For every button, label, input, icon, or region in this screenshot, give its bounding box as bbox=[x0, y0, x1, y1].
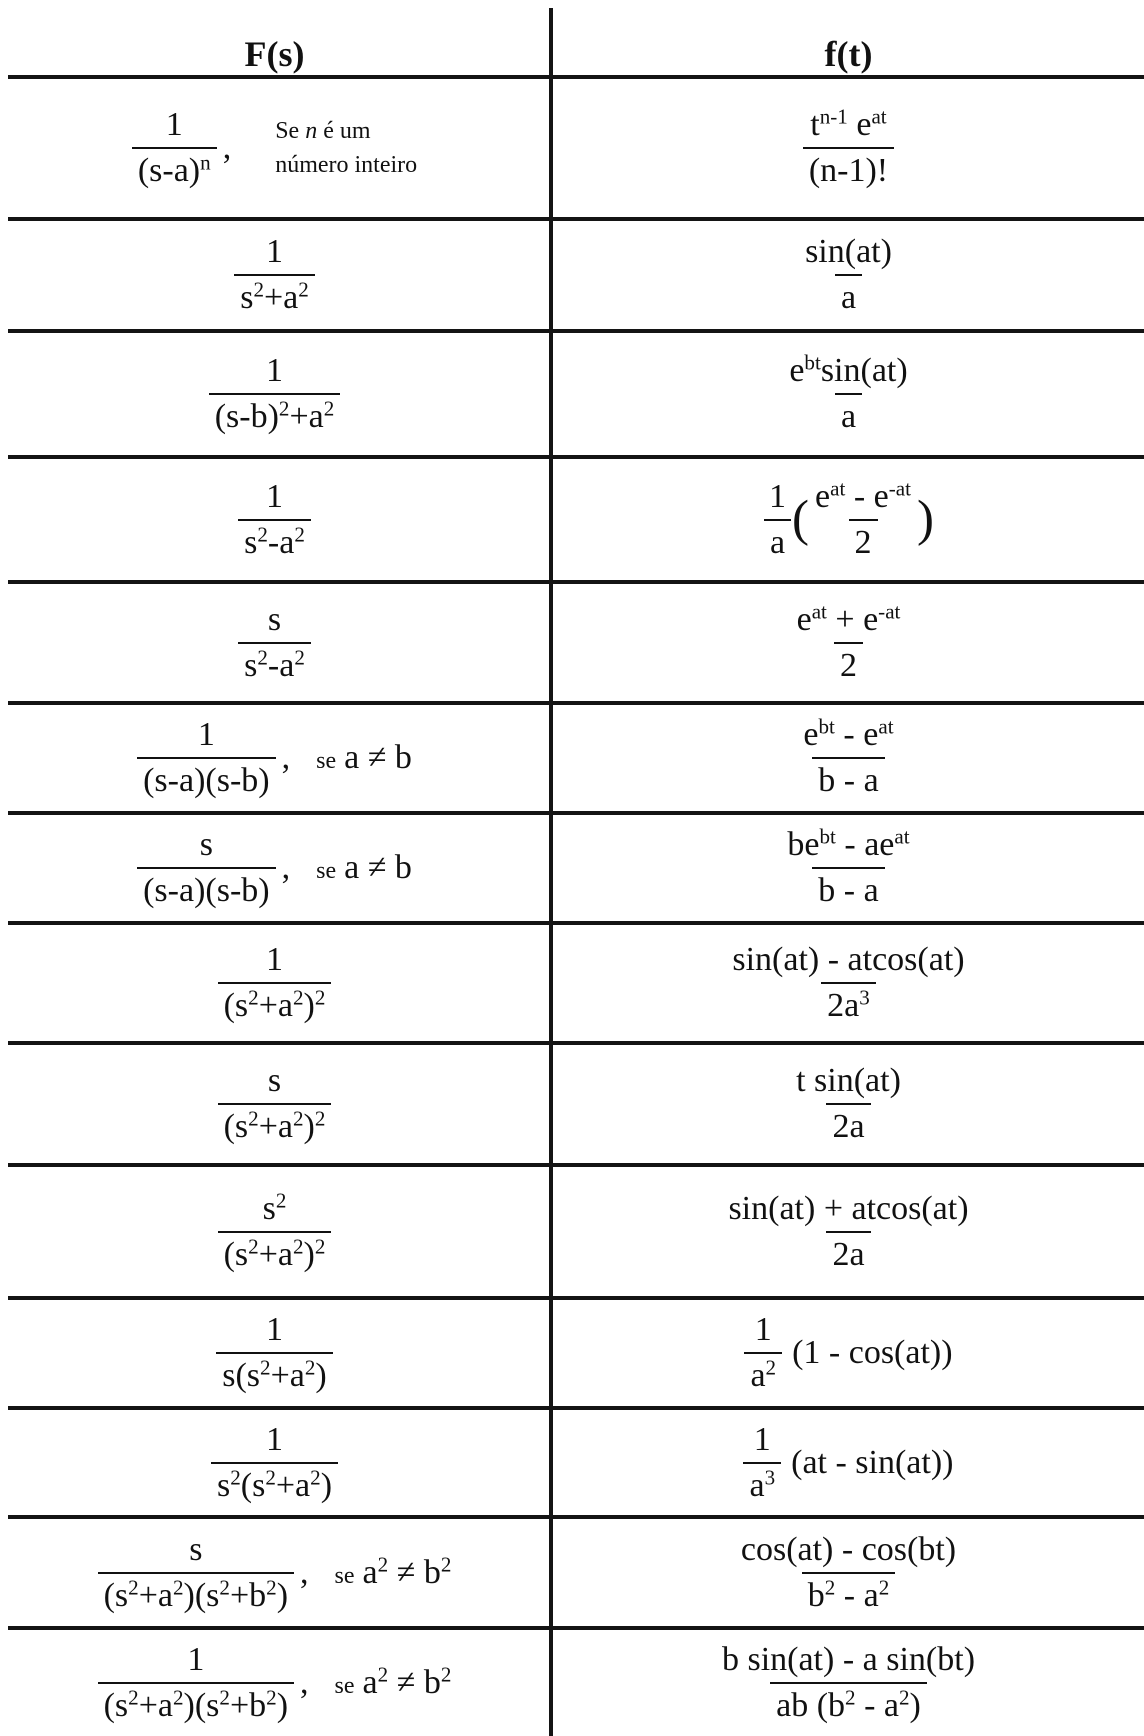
prefactor-fraction bbox=[763, 478, 792, 562]
fraction bbox=[234, 233, 315, 317]
den-text: (s bbox=[223, 987, 249, 1024]
exponent: 3 bbox=[859, 985, 870, 1010]
condition-text: a bbox=[362, 1553, 378, 1591]
numerator: t sin(at) bbox=[796, 1062, 901, 1099]
condition bbox=[335, 1664, 452, 1702]
exponent: 3 bbox=[764, 1464, 776, 1489]
numerator: b sin(at) - a sin(bt) bbox=[721, 1641, 976, 1678]
den-text: )(s bbox=[183, 1576, 220, 1614]
left-paren: ( bbox=[792, 491, 810, 547]
denominator bbox=[770, 1682, 927, 1725]
fraction bbox=[791, 598, 907, 685]
numerator: s bbox=[199, 826, 213, 863]
den-text: a bbox=[749, 1466, 765, 1504]
num-text: e bbox=[803, 716, 819, 753]
den-text: (s-a) bbox=[137, 152, 201, 189]
den-text: ) bbox=[909, 1687, 921, 1724]
denominator bbox=[238, 642, 311, 685]
numerator: 1 bbox=[769, 477, 787, 515]
exponent: 2 bbox=[294, 521, 305, 546]
den-text: +a bbox=[258, 1108, 293, 1145]
integer-note bbox=[275, 114, 417, 182]
exponent: at bbox=[811, 598, 827, 623]
row1-ft bbox=[553, 79, 1144, 217]
fraction bbox=[137, 826, 276, 910]
exponent: 2 bbox=[314, 1106, 326, 1131]
row2-ft bbox=[553, 221, 1144, 329]
denominator: 2a bbox=[826, 1103, 870, 1146]
den-text: -a bbox=[267, 523, 295, 561]
header-ft: f(t) bbox=[824, 34, 873, 74]
numerator: sin(at) + atcos(at) bbox=[728, 1189, 969, 1227]
numerator: 1 bbox=[265, 1311, 283, 1348]
den-text: +b bbox=[229, 1576, 267, 1614]
exponent: 2 bbox=[257, 521, 268, 546]
den-text: s bbox=[244, 646, 258, 684]
den-text: ) bbox=[315, 1357, 327, 1394]
fraction bbox=[132, 106, 217, 190]
numerator bbox=[781, 826, 915, 867]
fraction bbox=[209, 352, 341, 436]
denominator: a bbox=[764, 519, 791, 562]
exponent: n-1 bbox=[819, 104, 848, 129]
row6-Fs bbox=[0, 705, 549, 811]
exponent: 2 bbox=[878, 1574, 890, 1599]
exponent: 2 bbox=[248, 1106, 259, 1131]
den-text: +a bbox=[263, 279, 299, 316]
den-text: +b bbox=[229, 1687, 267, 1724]
den-text: +a bbox=[138, 1687, 173, 1724]
denominator: b - a bbox=[812, 757, 884, 800]
den-text: ab (b bbox=[776, 1687, 846, 1724]
exponent: n bbox=[200, 150, 211, 175]
den-text: (s bbox=[103, 1576, 129, 1614]
fraction bbox=[799, 233, 898, 317]
denominator: 2 bbox=[834, 642, 863, 685]
exponent: 2 bbox=[219, 1685, 230, 1710]
denominator: (n-1)! bbox=[803, 147, 894, 190]
exponent: at bbox=[894, 824, 910, 849]
exponent: 2 bbox=[440, 1662, 452, 1687]
numerator bbox=[783, 352, 913, 393]
denominator: (s-a)(s-b) bbox=[137, 867, 276, 910]
denominator bbox=[132, 147, 217, 190]
note-text: número inteiro bbox=[275, 152, 418, 178]
den-text: s(s bbox=[222, 1357, 261, 1394]
exponent: 2 bbox=[172, 1574, 184, 1599]
exponent: 2 bbox=[292, 1233, 304, 1258]
condition-text: a ≠ b bbox=[344, 849, 412, 886]
row6-ft bbox=[553, 705, 1144, 811]
num-text: e bbox=[789, 352, 805, 389]
den-text: (s bbox=[223, 1108, 249, 1145]
row13-ft bbox=[553, 1519, 1144, 1626]
exponent: bt bbox=[819, 824, 836, 849]
note-text: Se bbox=[275, 118, 306, 144]
exponent: 2 bbox=[292, 985, 304, 1010]
numerator: sin(at) - atcos(at) bbox=[732, 941, 965, 978]
exponent: 2 bbox=[845, 1685, 856, 1710]
exponent: 2 bbox=[377, 1551, 389, 1576]
den-text: (s bbox=[223, 1235, 249, 1273]
den-text: (s bbox=[240, 1466, 266, 1504]
fraction bbox=[809, 475, 917, 562]
den-text: a bbox=[750, 1357, 766, 1394]
den-text: ) bbox=[320, 1466, 333, 1504]
den-text: - a bbox=[855, 1687, 899, 1724]
row9-Fs bbox=[0, 1045, 549, 1163]
denominator bbox=[98, 1682, 294, 1725]
row13-Fs bbox=[0, 1519, 549, 1626]
row10-Fs bbox=[0, 1167, 549, 1296]
row12-ft bbox=[553, 1410, 1144, 1515]
denominator bbox=[211, 1462, 338, 1505]
note-text: é um bbox=[317, 118, 371, 144]
denominator bbox=[238, 519, 311, 562]
exponent: 2 bbox=[294, 644, 305, 669]
denominator bbox=[98, 1572, 294, 1615]
note-variable: n bbox=[305, 118, 318, 144]
denominator bbox=[234, 274, 315, 317]
exponent: 2 bbox=[298, 277, 309, 302]
fraction bbox=[137, 716, 276, 800]
fraction bbox=[216, 1311, 332, 1395]
den-text: s bbox=[240, 279, 254, 316]
fraction bbox=[726, 941, 970, 1025]
row11-ft bbox=[553, 1300, 1144, 1406]
denominator bbox=[821, 982, 876, 1025]
row11-Fs bbox=[0, 1300, 549, 1406]
denominator bbox=[216, 1352, 332, 1395]
row8-Fs bbox=[0, 925, 549, 1041]
den-text: +a bbox=[258, 987, 293, 1024]
fraction bbox=[218, 1187, 332, 1274]
exponent: 2 bbox=[292, 1106, 304, 1131]
numerator: 1 bbox=[266, 233, 283, 270]
fraction bbox=[781, 826, 915, 910]
fraction bbox=[98, 1531, 294, 1615]
numerator: s bbox=[267, 1062, 282, 1099]
condition-se: se bbox=[316, 858, 337, 884]
fraction bbox=[238, 601, 311, 685]
row12-Fs bbox=[0, 1410, 549, 1515]
num-text: be bbox=[787, 826, 820, 863]
den-text: ) bbox=[303, 1108, 315, 1145]
exponent: bt bbox=[818, 714, 835, 739]
fraction bbox=[803, 106, 894, 190]
numerator: 1 bbox=[266, 352, 283, 389]
exponent: 2 bbox=[257, 644, 268, 669]
fraction bbox=[783, 352, 913, 436]
comma: , bbox=[300, 1664, 309, 1701]
fraction bbox=[790, 1062, 907, 1146]
den-text: b bbox=[807, 1576, 825, 1614]
numerator: sin(at) bbox=[805, 233, 892, 270]
denominator: 2a bbox=[826, 1231, 870, 1274]
denominator bbox=[802, 1572, 896, 1615]
condition bbox=[316, 739, 412, 777]
fraction bbox=[797, 716, 899, 800]
fraction bbox=[238, 478, 311, 562]
fraction bbox=[716, 1641, 981, 1725]
row7-ft bbox=[553, 815, 1144, 921]
den-text: s bbox=[216, 1466, 231, 1504]
exponent: 2 bbox=[260, 1355, 271, 1380]
num-text: - e bbox=[834, 716, 879, 753]
den-text: +a bbox=[270, 1357, 305, 1394]
row3-ft bbox=[553, 333, 1144, 455]
fraction bbox=[211, 1421, 338, 1505]
condition-se: se bbox=[316, 748, 337, 774]
row14-Fs bbox=[0, 1630, 549, 1736]
row5-Fs bbox=[0, 584, 549, 701]
num-text: - e bbox=[845, 477, 889, 515]
exponent: 2 bbox=[265, 1464, 276, 1489]
condition-se: se bbox=[334, 1673, 355, 1699]
den-text: )(s bbox=[183, 1687, 220, 1724]
den-text: +a bbox=[258, 1235, 293, 1273]
den-text: s bbox=[244, 523, 258, 561]
exponent: 2 bbox=[310, 1464, 321, 1489]
exponent: 2 bbox=[765, 1355, 777, 1380]
exponent: 2 bbox=[314, 1233, 326, 1258]
comma: , bbox=[281, 849, 291, 886]
exponent: 2 bbox=[824, 1574, 836, 1599]
denominator bbox=[218, 1103, 332, 1146]
exponent: bt bbox=[804, 350, 821, 375]
comma: , bbox=[222, 129, 232, 166]
den-text: (s-b) bbox=[214, 398, 279, 435]
exponent: 2 bbox=[304, 1355, 316, 1380]
denominator bbox=[218, 1231, 332, 1274]
condition-text: a ≠ b bbox=[344, 739, 412, 776]
numerator: s bbox=[267, 600, 282, 638]
exponent: 2 bbox=[899, 1685, 910, 1710]
comma: , bbox=[300, 1553, 309, 1591]
exponent: -at bbox=[888, 475, 911, 500]
fraction bbox=[722, 1190, 974, 1274]
fraction bbox=[98, 1641, 294, 1725]
row1-Fs bbox=[0, 79, 549, 217]
row10-ft bbox=[553, 1167, 1144, 1296]
num-text: sin(at) bbox=[820, 352, 908, 389]
numerator bbox=[804, 106, 892, 147]
exponent: at bbox=[871, 104, 887, 129]
numerator: 1 bbox=[266, 1420, 283, 1458]
exponent: 2 bbox=[440, 1551, 452, 1576]
exponent: 2 bbox=[266, 1685, 277, 1710]
fraction bbox=[218, 941, 332, 1025]
denominator: a bbox=[835, 274, 862, 317]
numerator bbox=[797, 716, 899, 757]
num-text: + e bbox=[826, 600, 879, 638]
row9-ft bbox=[553, 1045, 1144, 1163]
num-text: - ae bbox=[835, 826, 895, 863]
prefactor-fraction bbox=[743, 1421, 781, 1505]
numerator: s bbox=[189, 1530, 203, 1568]
expression-rest: (1 - cos(at)) bbox=[792, 1334, 953, 1371]
num-text: e bbox=[815, 477, 831, 515]
numerator bbox=[257, 1187, 293, 1231]
den-text: +a bbox=[289, 398, 324, 435]
den-text: - a bbox=[835, 1576, 879, 1614]
numerator: 1 bbox=[754, 1311, 772, 1348]
exponent: 2 bbox=[172, 1685, 184, 1710]
row2-Fs bbox=[0, 221, 549, 329]
row4-Fs bbox=[0, 459, 549, 580]
numerator: 1 bbox=[187, 1641, 205, 1678]
exponent: -at bbox=[878, 598, 901, 623]
condition-text: a bbox=[362, 1664, 378, 1701]
row4-ft bbox=[553, 459, 1144, 580]
row14-ft bbox=[553, 1630, 1144, 1736]
denominator: 2 bbox=[849, 519, 878, 562]
condition bbox=[316, 849, 412, 887]
den-text: +a bbox=[275, 1466, 311, 1504]
num-text: t bbox=[810, 106, 820, 143]
exponent: 2 bbox=[253, 277, 264, 302]
numerator bbox=[809, 475, 917, 519]
den-text: ) bbox=[276, 1576, 289, 1614]
exponent: 2 bbox=[128, 1574, 139, 1599]
row8-ft bbox=[553, 925, 1144, 1041]
fraction bbox=[218, 1062, 332, 1146]
exponent: 2 bbox=[219, 1574, 230, 1599]
exponent: 2 bbox=[230, 1464, 241, 1489]
den-text: -a bbox=[267, 646, 295, 684]
exponent: 2 bbox=[278, 396, 290, 421]
exponent: 2 bbox=[248, 1233, 259, 1258]
row7-Fs bbox=[0, 815, 549, 921]
condition-text: ≠ b bbox=[388, 1664, 441, 1701]
fraction bbox=[735, 1531, 962, 1615]
num-text: e bbox=[796, 600, 812, 638]
exponent: 2 bbox=[314, 985, 326, 1010]
exponent: at bbox=[878, 714, 894, 739]
exponent: 2 bbox=[266, 1574, 277, 1599]
denominator: (s-a)(s-b) bbox=[137, 757, 276, 800]
den-text: 2a bbox=[827, 987, 860, 1024]
denominator: a bbox=[835, 393, 862, 436]
exponent: at bbox=[830, 475, 846, 500]
den-text: (s bbox=[103, 1687, 129, 1724]
header-Fs: F(s) bbox=[244, 34, 305, 74]
denominator bbox=[744, 1352, 782, 1395]
exponent: 2 bbox=[128, 1685, 139, 1710]
numerator: cos(at) - cos(bt) bbox=[740, 1530, 957, 1568]
right-paren: ) bbox=[916, 491, 934, 547]
num-text: s bbox=[262, 1189, 276, 1227]
exponent: 2 bbox=[323, 396, 335, 421]
numerator: 1 bbox=[165, 106, 183, 143]
condition bbox=[334, 1551, 452, 1592]
row5-ft bbox=[553, 584, 1144, 701]
denominator bbox=[218, 982, 332, 1025]
condition-text: ≠ b bbox=[388, 1553, 441, 1591]
den-text: +a bbox=[138, 1576, 173, 1614]
num-text: e bbox=[847, 106, 872, 143]
numerator bbox=[791, 598, 907, 642]
numerator: 1 bbox=[265, 941, 283, 978]
prefactor-fraction bbox=[744, 1311, 782, 1395]
condition-se: se bbox=[334, 1562, 355, 1589]
expression-rest: (at - sin(at)) bbox=[791, 1443, 954, 1481]
exponent: 2 bbox=[275, 1187, 287, 1212]
exponent: 2 bbox=[377, 1662, 389, 1687]
numerator: 1 bbox=[753, 1420, 771, 1458]
numerator: 1 bbox=[197, 716, 215, 753]
denominator: b - a bbox=[812, 867, 884, 910]
den-text: ) bbox=[276, 1687, 289, 1724]
den-text: ) bbox=[303, 1235, 315, 1273]
comma: , bbox=[281, 739, 291, 776]
row3-Fs bbox=[0, 333, 549, 455]
den-text: ) bbox=[303, 987, 315, 1024]
numerator: 1 bbox=[266, 477, 283, 515]
denominator bbox=[743, 1462, 781, 1505]
exponent: 2 bbox=[248, 985, 259, 1010]
denominator bbox=[209, 393, 341, 436]
